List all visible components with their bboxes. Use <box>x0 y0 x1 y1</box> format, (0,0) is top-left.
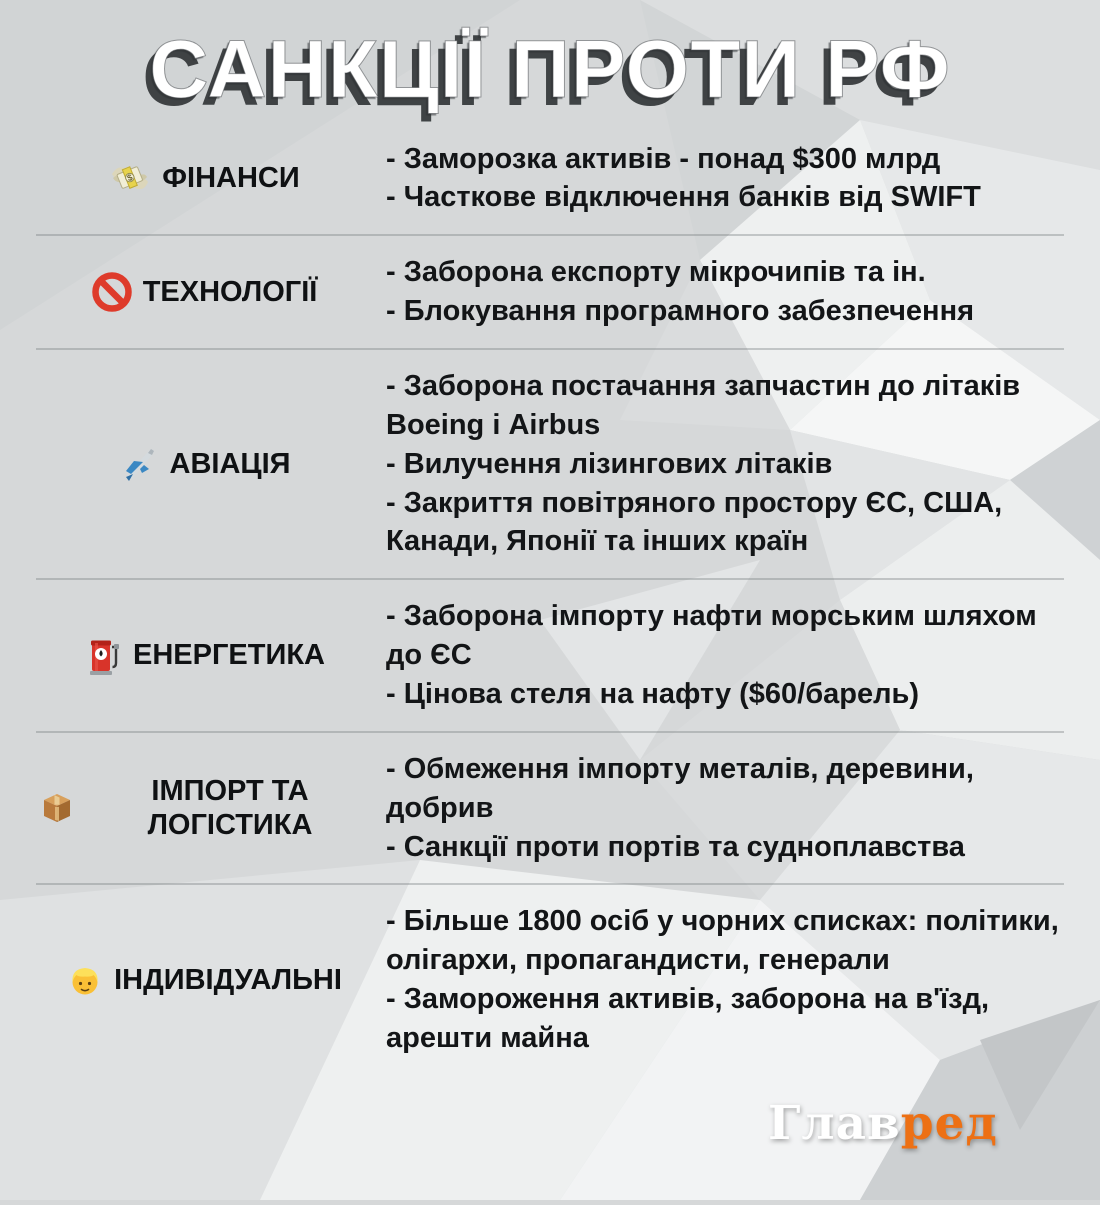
section-label-text: ФІНАНСИ <box>162 162 300 195</box>
section-finance-items <box>372 140 1064 218</box>
section-individual <box>36 885 1064 1074</box>
airplane-icon <box>118 443 160 485</box>
bullet-item: - Заборона постачання запчастин до літаків Boeing і Airbus <box>386 369 1021 441</box>
section-label-text: ІНДИВІДУАЛЬНІ <box>114 964 342 997</box>
section-energy <box>36 580 1064 733</box>
fuel-pump-icon <box>83 635 123 677</box>
section-label-text: ІМПОРТ ТА ЛОГІСТИКА <box>147 774 313 842</box>
page-title: САНКЦІЇ ПРОТИ РФ <box>149 24 951 115</box>
bullet-item: - Вилучення лізингових літаків <box>386 447 833 480</box>
section-import-logistics <box>36 733 1064 886</box>
section-aviation <box>36 350 1064 580</box>
glavred-logo <box>768 1096 998 1151</box>
svg-text:$: $ <box>125 172 135 184</box>
person-blond-icon <box>66 961 104 999</box>
prohibited-icon <box>91 271 133 313</box>
section-energy-label <box>36 635 372 677</box>
logo-part-white: Глав <box>768 1096 901 1151</box>
sanctions-table <box>0 123 1100 1075</box>
bullet-item: - Більше 1800 осіб у чорних списках: політики, олігархи, пропагандисти, генерали <box>386 905 1059 977</box>
package-icon <box>36 788 78 828</box>
section-import-logistics-items <box>372 750 1064 867</box>
money-with-wings-icon <box>108 158 152 198</box>
bullet-item: - Заборона експорту мікрочипів та ін. <box>386 256 926 289</box>
bullet-item: - Цінова стеля на нафту ($60/барель) <box>386 678 920 710</box>
bullet-item: - Блокування програмного забезпечення <box>386 295 975 328</box>
section-aviation-items <box>372 367 1064 561</box>
bullet-item: - Санкції проти портів та судноплавства <box>386 830 965 863</box>
section-energy-items <box>372 597 1064 714</box>
bullet-item: - Заборона імпорту нафти морським шляхом до ЄС <box>386 600 1037 672</box>
bullet-item: - Часткове відключення банків від SWIFT <box>386 181 981 214</box>
section-technology-items <box>372 253 1064 331</box>
section-finance-label <box>36 158 372 198</box>
section-aviation-label <box>36 443 372 485</box>
section-label-text: ЕНЕРГЕТИКА <box>133 639 325 672</box>
section-label-text: ТЕХНОЛОГІЇ <box>142 276 318 309</box>
section-technology-label <box>36 271 372 313</box>
bullet-item: - Замороження активів, заборона на в'їзд, арешти майна <box>386 983 990 1055</box>
section-finance <box>36 123 1064 237</box>
section-individual-items <box>372 902 1064 1057</box>
section-individual-label <box>36 961 372 999</box>
bullet-item: - Заморозка активів - понад $300 млрд <box>386 142 941 175</box>
bullet-item: - Закриття повітряного простору ЄС, США, Канади, Японії та інших країн <box>386 486 1003 558</box>
logo-part-accent: ред <box>900 1096 998 1151</box>
section-label-text: АВІАЦІЯ <box>169 448 291 481</box>
section-technology <box>36 236 1064 350</box>
bullet-item: - Обмеження імпорту металів, деревини, добрив <box>386 752 974 824</box>
section-import-logistics-label <box>36 774 372 842</box>
